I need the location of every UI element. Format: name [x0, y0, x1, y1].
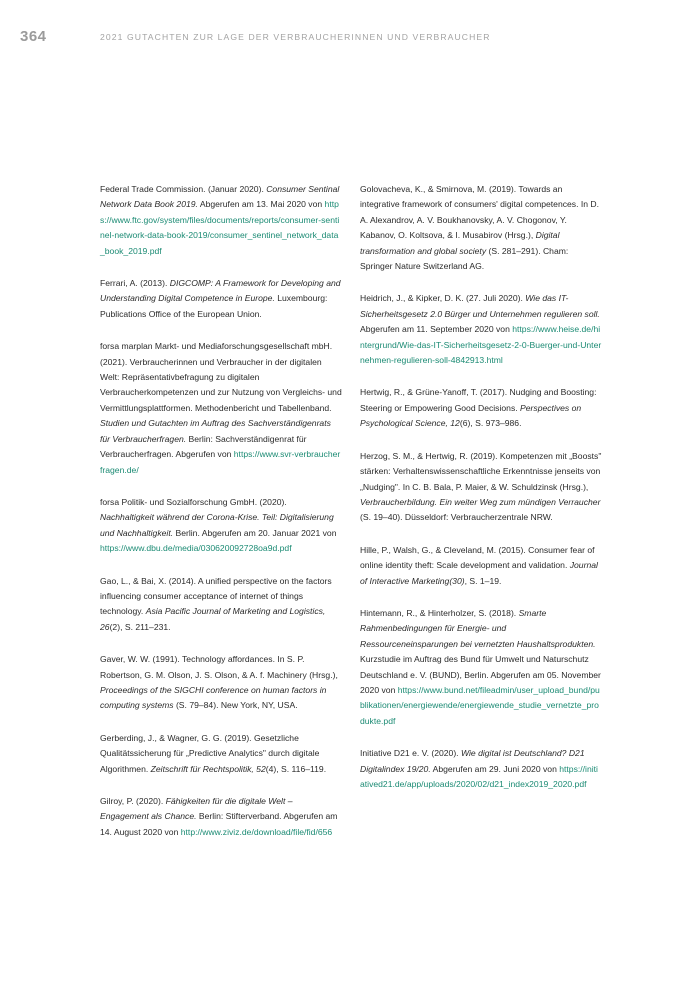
reference-text: forsa Politik- und Sozialforschung GmbH. (2020). [100, 496, 287, 507]
reference-text: forsa marplan Markt- und Mediaforschungsgesellschaft mbH. (2021). Verbraucherinnen und Verbraucher in der digitalen Welt: Repräsentativbefragung zu digitalen Verbraucherkompetenzen und zur Nutzung von Vergleichs- und Vermittlungsplattformen. Methodenbericht und Tabellenband. [100, 341, 342, 413]
reference-link[interactable]: https://www.svr-verbraucherfragen.de/ [100, 449, 341, 475]
reference-text: (S. 281–291). Cham: Springer Nature Switzerland AG. [360, 245, 569, 272]
reference-text: Abgerufen am 13. Mai 2020 von [197, 199, 325, 210]
reference-text: (2), S. 211–231. [109, 621, 171, 632]
reference-text: (4), S. 116–119. [265, 763, 327, 774]
reference-title: Wie digital ist Deutschland? D21 Digitalindex 19/20. [360, 748, 585, 774]
reference-title: Consumer Sentinal Network Data Book 2019. [100, 184, 340, 210]
running-title: 2021 GUTACHTEN ZUR LAGE DER VERBRAUCHERINNEN UND VERBRAUCHER [100, 32, 491, 42]
reference-entry [360, 385, 602, 431]
reference-text: Kurzstudie im Auftrag des Bund für Umwelt und Naturschutz Deutschland e. V. (BUND), Berlin. Abgerufen am 05. November 2020 von [360, 654, 601, 695]
reference-title: Asia Pacific Journal of Marketing and Logistics, 26 [100, 606, 326, 632]
reference-text: (6), S. 973–986. [459, 418, 522, 429]
reference-title: DIGCOMP: A Framework for Developing and Understanding Digital Competence in Europe. [100, 278, 341, 304]
reference-link[interactable]: https://www.heise.de/hintergrund/Wie-das-IT-Sicherheitsgesetz-2-0-Buerger-und-Unternehmen-regulieren-soll-4842913.html [360, 324, 602, 366]
references-right-column [360, 182, 602, 809]
reference-text: Abgerufen am 11. September 2020 von [360, 324, 513, 335]
reference-text: Berlin: Sachverständigenrat für Verbraucherfragen. Abgerufen von [100, 433, 307, 460]
reference-text: (S. 79–84). New York, NY, USA. [173, 700, 298, 711]
reference-entry [360, 291, 602, 368]
reference-link[interactable]: https://initiatived21.de/app/uploads/2020/02/d21_index2019_2020.pdf [360, 763, 598, 789]
reference-link[interactable]: https://www.ftc.gov/system/files/documents/reports/consumer-sentinel-network-data-book-2019/consumer_sentinel_network_data_book_2019.pdf [100, 199, 340, 256]
reference-text: Federal Trade Commission. (Januar 2020). [100, 184, 267, 194]
reference-entry [100, 182, 342, 259]
reference-link[interactable]: https://www.dbu.de/media/030620092728oa9d.pdf [100, 543, 292, 554]
reference-title: Studien und Gutachten im Auftrag des Sachverständigenrats für Verbraucherfragen. [100, 418, 331, 444]
reference-text: Hintemann, R., & Hinterholzer, S. (2018). [360, 607, 519, 618]
reference-title: Digital transformation and global society [360, 230, 560, 256]
reference-text: (S. 19–40). Düsseldorf: Verbraucherzentrale NRW. [360, 512, 553, 523]
reference-text: Gilroy, P. (2020). [100, 796, 166, 806]
reference-title: Verbraucherbildung. Ein weiter Weg zum mündigen Verraucher [360, 496, 601, 507]
reference-entry [100, 339, 342, 478]
reference-title: Journal of Interactive Marketing(30) [360, 560, 598, 586]
reference-text: , S. 1–19. [464, 575, 502, 586]
reference-title: Perspectives on Psychological Science, 12 [360, 402, 582, 429]
reference-text: Gerberding, J., & Wagner, G. G. (2019). Gesetzliche Qualitätssicherung für „Predictive Analytics" durch digitale Algorithmen. [100, 732, 320, 774]
reference-entry [100, 652, 342, 714]
reference-entry [100, 495, 342, 557]
reference-text: Initiative D21 e. V. (2020). [360, 748, 461, 759]
reference-entry [360, 543, 602, 589]
reference-link[interactable]: https://www.bund.net/fileadmin/user_upload_bund/publikationen/energiewende/energiewende_studie_vernetzte_produkte.pdf [360, 684, 600, 726]
reference-text: Heidrich, J., & Kipker, D. K. (27. Juli 2020). [360, 293, 526, 304]
reference-entry [100, 276, 342, 322]
reference-text: Berlin: Stifterverband. Abgerufen am 14. August 2020 von [100, 811, 338, 837]
reference-link[interactable]: http://www.ziviz.de/download/file/fid/656 [180, 826, 333, 837]
reference-entry [360, 746, 602, 792]
references-left-column [100, 182, 342, 857]
reference-text: Abgerufen am 29. Juni 2020 von [430, 763, 560, 774]
reference-text: Luxembourg: Publications Office of the European Union. [100, 293, 328, 319]
reference-text: Gao, L., & Bai, X. (2014). A unified perspective on the factors influencing consumer acceptance of internet of things technology. [100, 575, 332, 617]
reference-entry [100, 731, 342, 777]
reference-text: Herzog, S. M., & Hertwig, R. (2019). Kompetenzen mit „Boosts" stärken: Verhaltenswissenschaftliche Erkenntnisse jenseits von „Nudging". In C. B. Bala, P. Maier, & W. Schuldzinsk (Hrsg.), [360, 450, 602, 492]
reference-text: Hille, P., Walsh, G., & Cleveland, M. (2015). Consumer fear of online identity theft: Scale development and validation. [360, 544, 595, 571]
reference-entry [360, 606, 602, 729]
reference-title: Nachhaltigkeit während der Corona-Krise. Teil: Digitalisierung und Nachhaltigkeit. [100, 512, 334, 538]
reference-entry [100, 794, 342, 840]
page-number: 364 [20, 28, 47, 45]
reference-text: Hertwig, R., & Grüne-Yanoff, T. (2017). Nudging and Boosting: Steering or Empowering Good Decisions. [360, 387, 597, 413]
reference-title: Proceedings of the SIGCHI conference on human factors in computing systems [100, 684, 327, 711]
reference-title: Smarte Rahmenbedingungen für Energie- und Ressourceneinsparungen bei vernetzten Haushaltsprodukten. [360, 607, 596, 649]
reference-text: Gaver, W. W. (1991). Technology affordances. In S. P. Robertson, G. M. Olson, J. S. Olson, & A. f. Machinery (Hrsg.), [100, 654, 338, 680]
reference-entry [360, 449, 602, 526]
reference-text: Golovacheva, K., & Smirnova, M. (2019). Towards an integrative framework of consumers' digital competences. In D. A. Alexandrov, A. V. Boukhanovsky, A. V. Chogonov, Y. Kabanov, O. Koltsova, & I. Musabirov (Hrsg.), [360, 184, 600, 241]
reference-title: Wie das IT-Sicherheitsgesetz 2.0 Bürger und Unternehmen regulieren soll. [360, 293, 600, 319]
reference-text: Ferrari, A. (2013). [100, 278, 170, 289]
reference-entry [100, 574, 342, 636]
reference-title: Fähigkeiten für die digitale Welt – Engagement als Chance. [100, 796, 293, 822]
reference-title: Zeitschrift für Rechtspolitik, 52 [150, 763, 266, 774]
reference-entry [360, 182, 602, 274]
reference-text: Berlin. Abgerufen am 20. Januar 2021 von [173, 527, 337, 538]
